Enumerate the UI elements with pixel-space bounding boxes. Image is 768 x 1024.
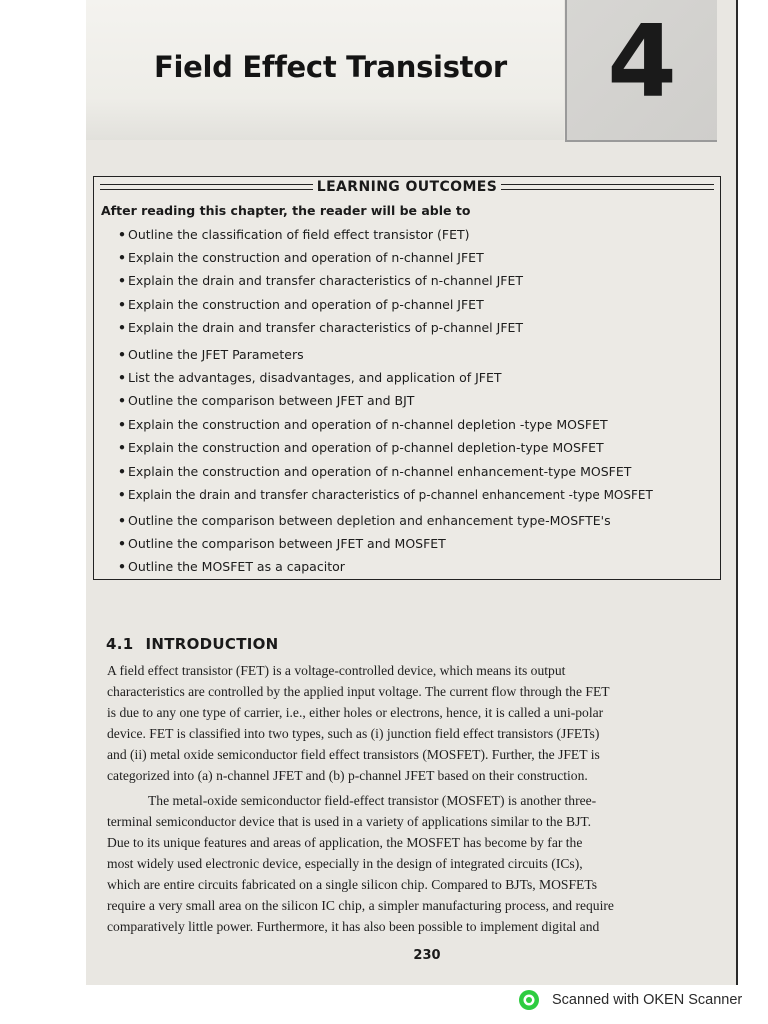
scanner-label: Scanned with OKEN Scanner [552, 992, 743, 1008]
paragraph-line: device. FET is classified into two types, such as (i) junction field effect transistors (JFETs) [107, 726, 600, 741]
paragraph-line: categorized into (a) n-channel JFET and (b) p-channel JFET based on their construction. [107, 768, 588, 783]
learning-outcomes-heading: LEARNING OUTCOMES [316, 179, 498, 195]
outcome-item: • Explain the drain and transfer characteristics of p-channel JFET [118, 320, 524, 335]
paragraph-line: characteristics are controlled by the applied input voltage. The current flow through the FET [107, 684, 610, 699]
outcome-item: • Outline the classification of field effect transistor (FET) [118, 227, 470, 242]
paragraph-line: which are entire circuits fabricated on a single silicon chip. Compared to BJTs, MOSFETs [107, 877, 598, 892]
outcome-item: • Outline the comparison between JFET and MOSFET [118, 536, 446, 551]
page-number: 230 [413, 948, 441, 963]
outcome-item: • Explain the construction and operation of p-channel depletion-type MOSFET [118, 440, 604, 455]
scanner-watermark [518, 989, 742, 1011]
outcome-item: • Outline the comparison between JFET and BJT [118, 393, 415, 408]
paragraph-line: most widely used electronic device, especially in the design of integrated circuits (ICs), [107, 856, 583, 871]
paragraph-line: is due to any one type of carrier, i.e., either holes or electrons, hence, it is called a uni-polar [107, 705, 604, 720]
learning-outcomes-box [93, 176, 721, 580]
chapter-number-box [565, 0, 717, 142]
section-heading [106, 635, 279, 653]
paragraph-line: A field effect transistor (FET) is a voltage-controlled device, which means its output [107, 663, 566, 678]
oken-scanner-logo-icon [518, 989, 540, 1011]
paragraph-line: The metal-oxide semiconductor field-effect transistor (MOSFET) is another three- [148, 793, 597, 808]
paragraph-line: and (ii) metal oxide semiconductor field effect transistors (MOSFET). Further, the JFET is [107, 747, 600, 762]
outcome-item: • Outline the MOSFET as a capacitor [118, 559, 345, 574]
heading-rule-left [100, 184, 313, 190]
outcome-item: • Explain the construction and operation of n-channel JFET [118, 250, 484, 265]
section-title: INTRODUCTION [145, 635, 279, 653]
outcome-item: • Explain the drain and transfer characteristics of p-channel enhancement -type MOSFET [118, 488, 653, 502]
outcome-item: • Explain the construction and operation of p-channel JFET [118, 297, 484, 312]
heading-rule-right [501, 184, 714, 190]
outcome-item: • Outline the comparison between depletion and enhancement type-MOSFTE's [118, 513, 611, 528]
learning-outcomes-heading-row [100, 178, 714, 196]
section-number: 4.1 [106, 635, 134, 653]
outcome-item: • Outline the JFET Parameters [118, 347, 304, 362]
outcome-item: • Explain the drain and transfer characteristics of n-channel JFET [118, 273, 524, 288]
chapter-title: Field Effect Transistor [154, 50, 507, 84]
learning-outcomes-intro: After reading this chapter, the reader will be able to [101, 203, 471, 218]
paragraph-line: terminal semiconductor device that is used in a variety of applications similar to the BJT. [107, 814, 592, 829]
chapter-number: 4 [607, 3, 677, 120]
outcome-item: • Explain the construction and operation of n-channel enhancement-type MOSFET [118, 464, 632, 479]
paragraph-line: require a very small area on the silicon IC chip, a simpler manufacturing process, and require [107, 898, 614, 913]
paragraph-line: Due to its unique features and areas of application, the MOSFET has become by far the [107, 835, 583, 850]
paragraph-line: comparatively little power. Furthermore, it has also been possible to implement digital and [107, 919, 600, 934]
outcome-item: • List the advantages, disadvantages, and application of JFET [118, 370, 502, 385]
outcome-item: • Explain the construction and operation of n-channel depletion -type MOSFET [118, 417, 608, 432]
